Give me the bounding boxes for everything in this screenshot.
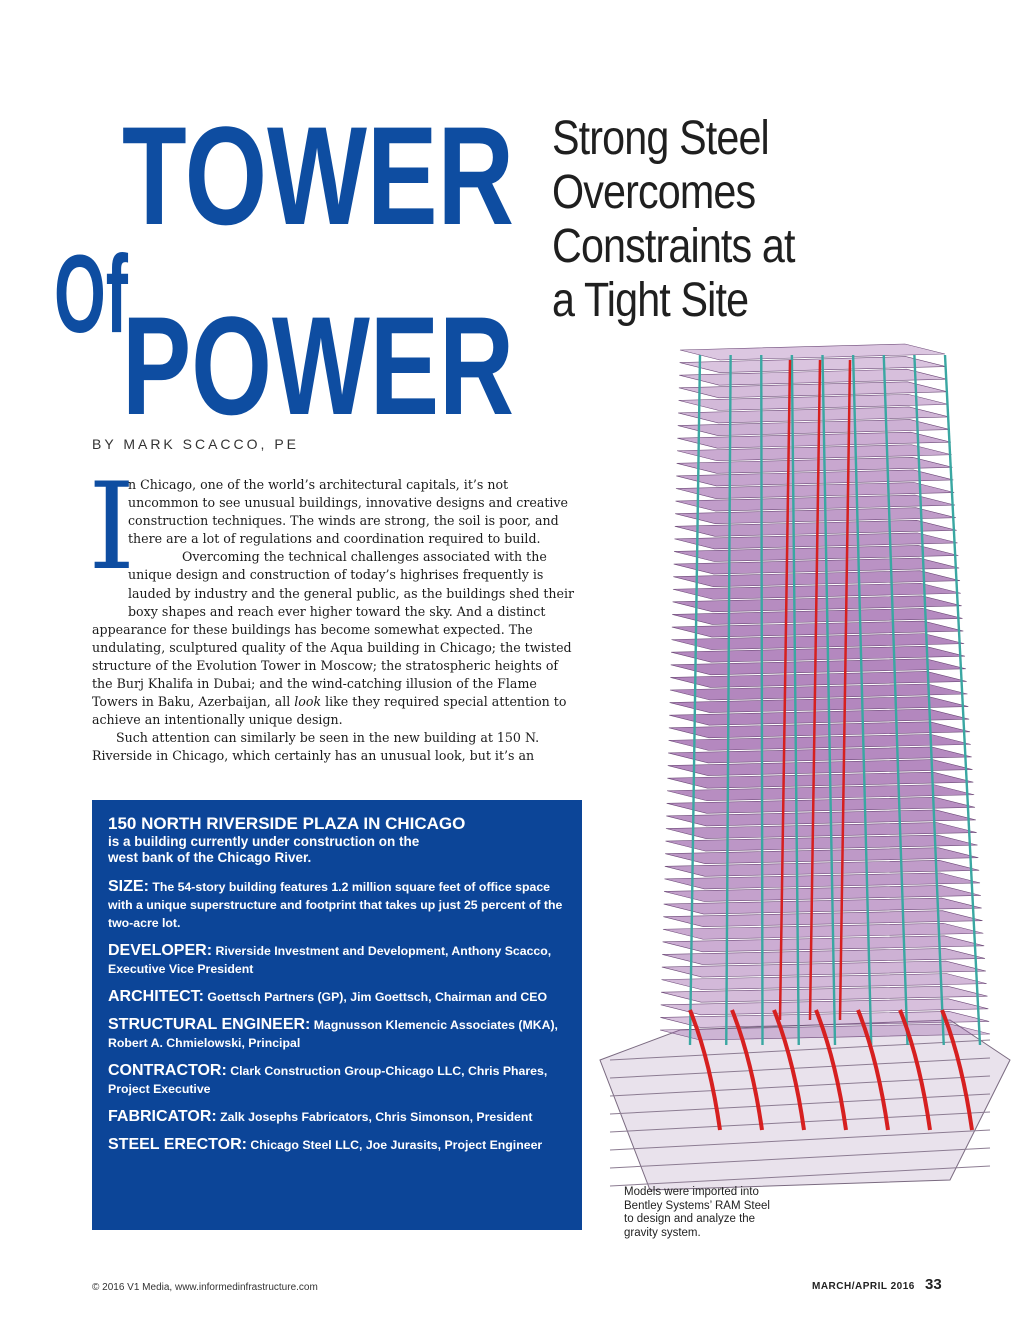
info-box-subtitle: [108, 834, 566, 866]
subhead-line: Constraints at: [552, 220, 795, 273]
info-label: DEVELOPER:: [108, 942, 213, 959]
info-developer: [108, 942, 566, 978]
info-contractor: [108, 1062, 566, 1098]
info-structural-engineer: [108, 1016, 566, 1052]
info-text: The 54-story building features 1.2 million square feet of office space with a unique superstructure and footprint that takes up just 25 percent of the two-acre lot.: [108, 880, 563, 930]
svg-text:POWER: POWER: [122, 287, 514, 418]
paragraph-3: Such attention can similarly be seen in the new building at 150 N. Riverside in Chicago, which certainly has an unusual look, but it’s an: [92, 730, 540, 764]
info-label: CONTRACTOR:: [108, 1062, 227, 1079]
info-text: Riverside Investment and Development, Anthony Scacco, Executive Vice President: [108, 944, 552, 976]
footer-issue: MARCH/APRIL 2016: [812, 1281, 915, 1292]
info-label: ARCHITECT:: [108, 988, 204, 1005]
article-body: [88, 458, 582, 766]
paragraph-1: n Chicago, one of the world’s architectural capitals, it’s not uncommon to see unusual buildings, innovative designs and creative construction techniques. The winds are strong, the soil is poor, and there are a lot of regulations and coordination required to build.: [128, 477, 568, 547]
info-fabricator: [108, 1108, 566, 1126]
svg-text:Of: Of: [54, 233, 129, 348]
tower-structural-model-image: [590, 340, 1020, 1260]
subhead-line: Strong Steel: [552, 112, 769, 165]
svg-text:TOWER: TOWER: [122, 97, 514, 252]
footer-copyright: © 2016 V1 Media, www.informedinfrastructure.com: [92, 1282, 318, 1293]
page-number: 33: [925, 1276, 942, 1293]
info-label: STEEL ERECTOR:: [108, 1136, 247, 1153]
paragraph-2: [92, 548, 582, 729]
drop-cap: I: [88, 458, 136, 597]
paragraph-2-text-b: like they required special attention to achieve an intentionally unique design.: [92, 694, 567, 728]
steel-column: [761, 355, 762, 1045]
podium-base: [600, 1020, 1010, 1190]
image-caption: Models were imported into Bentley Systems’ RAM Steel to design and analyze the gravity system.: [624, 1186, 770, 1239]
info-architect: [108, 988, 566, 1006]
byline: BY MARK SCACCO, PE: [92, 436, 300, 452]
info-box-title: 150 NORTH RIVERSIDE PLAZA IN CHICAGO: [108, 814, 466, 833]
info-box-subtitle-line: west bank of the Chicago River.: [108, 850, 312, 865]
info-text: Chicago Steel LLC, Joe Jurasits, Project Engineer: [250, 1138, 543, 1152]
info-label: SIZE:: [108, 878, 149, 895]
info-box-subtitle-line: is a building currently under construction on the: [108, 834, 420, 849]
info-label: STRUCTURAL ENGINEER:: [108, 1016, 311, 1033]
info-text: Goettsch Partners (GP), Jim Goettsch, Chairman and CEO: [207, 990, 548, 1004]
info-label: FABRICATOR:: [108, 1108, 217, 1125]
info-size: [108, 878, 566, 932]
subhead-line: a Tight Site: [552, 274, 749, 327]
subhead-line: Overcomes: [552, 166, 756, 219]
headline-power: [122, 218, 522, 418]
info-text: Clark Construction Group-Chicago LLC, Chris Phares, Project Executive: [108, 1064, 548, 1096]
info-steel-erector: [108, 1136, 566, 1154]
paragraph-2-text-a: Overcoming the technical challenges associated with the unique design and construction of today’s highrises frequently is lauded by industry and the general public, as the buildings shed their boxy shapes and reach ever higher toward the sky. And a distinct appearance for these buildings has become somewhat expected. The undulating, sculptured quality of the Aqua building in Chicago; the twisted structure of the Evolution Tower in Moscow; the stratospheric heights of the Burj Khalifa in Dubai; and the wind-catching illusion of the Flame Towers in Baku, Azerbaijan, all: [92, 549, 575, 710]
info-text: Zalk Josephs Fabricators, Chris Simonson, President: [220, 1110, 533, 1124]
emphasis-look: look: [294, 694, 322, 710]
project-info-box: [92, 800, 582, 1230]
subheadline: [552, 112, 810, 328]
info-text: Magnusson Klemencic Associates (MKA), Robert A. Chmielowski, Principal: [108, 1018, 558, 1050]
